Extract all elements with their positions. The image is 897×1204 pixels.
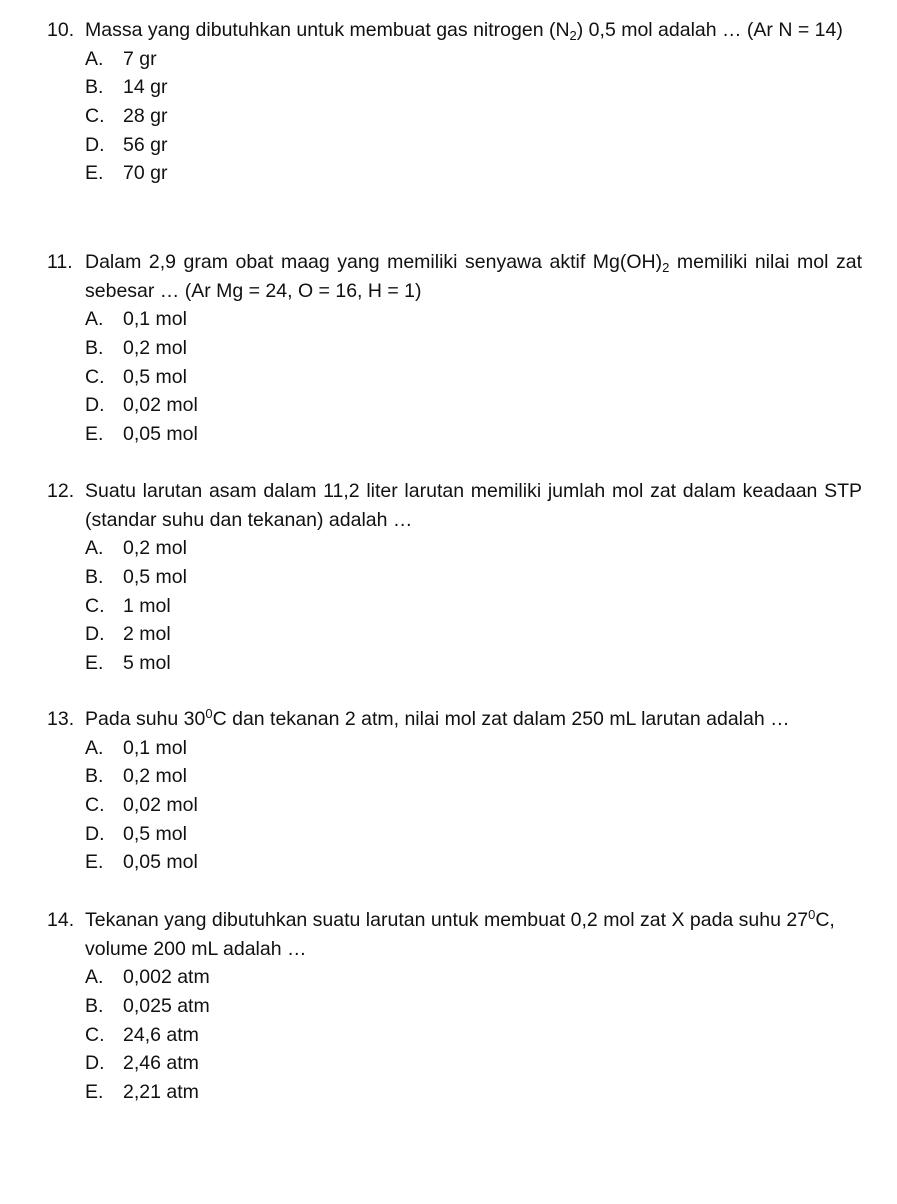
option-c[interactable]: C. 1 mol (85, 594, 171, 617)
question-text: Dalam 2,9 gram obat maag yang memiliki senyawa aktif $Mg(OH)_2$ memiliki nilai mol zat sebesar … (Ar Mg = 24, O = 16, H = 1) (85, 251, 863, 302)
question-11 (47, 248, 862, 449)
option-b[interactable]: B. 0,2 mol (85, 765, 187, 788)
question-12 (47, 477, 862, 678)
option-d[interactable]: D. 0,5 mol (85, 822, 187, 845)
option-d[interactable]: D. 0,02 mol (85, 394, 198, 417)
question-number: 10. (47, 19, 75, 41)
option-c[interactable]: C. 24,6 atm (85, 1023, 199, 1046)
option-c[interactable]: C. 28 gr (85, 105, 168, 128)
question-10 (47, 16, 862, 188)
question-13 (47, 705, 862, 877)
option-a[interactable]: A. 0,002 atm (85, 966, 210, 989)
option-a[interactable]: A. 0,1 mol (85, 308, 187, 331)
option-d[interactable]: D. 56 gr (85, 133, 168, 156)
question-text: Suatu larutan asam dalam 11,2 liter larutan memiliki jumlah mol zat dalam keadaan STP (standar suhu dan tekanan) adalah … (85, 480, 862, 531)
question-number: 12. (47, 480, 75, 502)
question-number: 14. (47, 909, 75, 931)
answer-options (47, 45, 862, 188)
question-text: Massa yang dibutuhkan untuk membuat gas nitrogen $(N_2)$ 0,5 mol adalah … (Ar N = 14) (85, 19, 843, 43)
option-e[interactable]: E. 0,05 mol (85, 423, 198, 446)
option-b[interactable]: B. 0,5 mol (85, 566, 187, 589)
option-d[interactable]: D. 2,46 atm (85, 1052, 199, 1075)
option-c[interactable]: C. 0,02 mol (85, 794, 198, 817)
question-text: Tekanan yang dibutuhkan suatu larutan untuk membuat 0,2 mol zat X pada suhu $27^0C$, volume 200 mL adalah … (85, 907, 835, 960)
option-d[interactable]: D. 2 mol (85, 623, 171, 646)
option-e[interactable]: E. 70 gr (85, 162, 168, 185)
option-e[interactable]: E. 0,05 mol (85, 851, 198, 874)
option-b[interactable]: B. 14 gr (85, 76, 168, 99)
option-a[interactable]: A. 7 gr (85, 47, 157, 70)
option-b[interactable]: B. 0,2 mol (85, 337, 187, 360)
option-e[interactable]: E. 2,21 atm (85, 1081, 199, 1104)
answer-options (47, 305, 862, 448)
option-a[interactable]: A. 0,2 mol (85, 537, 187, 560)
question-text: Pada suhu $30^0C$ dan tekanan 2 atm, nilai mol zat dalam 250 mL larutan adalah … (85, 706, 790, 730)
option-e[interactable]: E. 5 mol (85, 652, 171, 675)
answer-options (47, 734, 862, 877)
answer-options (47, 963, 862, 1106)
option-a[interactable]: A. 0,1 mol (85, 736, 187, 759)
option-b[interactable]: B. 0,025 atm (85, 995, 210, 1018)
question-number: 11. (47, 251, 73, 273)
question-14 (47, 906, 862, 1107)
question-number: 13. (47, 708, 75, 730)
answer-options (47, 534, 862, 677)
option-c[interactable]: C. 0,5 mol (85, 365, 187, 388)
